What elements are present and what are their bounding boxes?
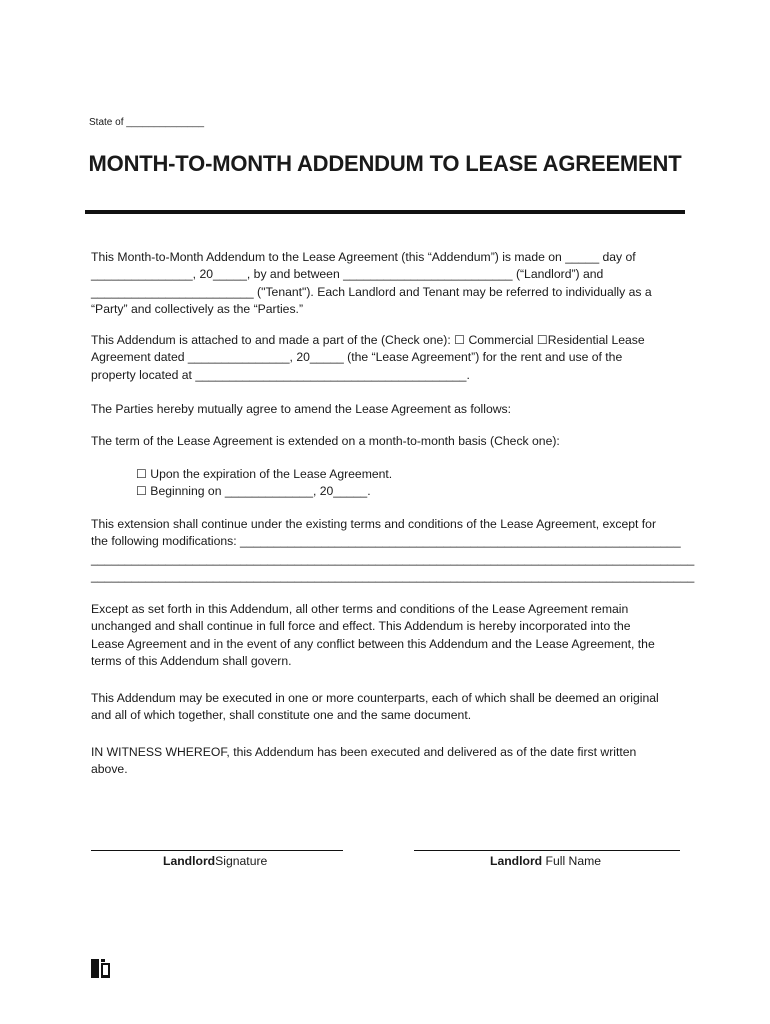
landlord-signature-label xyxy=(163,853,267,870)
landlord-name-line xyxy=(414,850,680,851)
title-divider xyxy=(85,210,685,214)
attached-paragraph: This Addendum is attached to and made a part of the (Check one): ☐ Commercial ☐Residential Lease Agreement dated _______________, 20_____ (the “Lease Agreement”) for the rent and use of the property located at ________________________________________. xyxy=(91,333,645,382)
agree-paragraph: The Parties hereby mutually agree to amend the Lease Agreement as follows: xyxy=(91,402,512,416)
except-paragraph: Except as set forth in this Addendum, all other terms and conditions of the Lease Agreement remain unchanged and shall continue in full force and effect. This Addendum is hereby incorporated into the Lease Agreement and in the event of any conflict between this Addendum and the Lease Agreement, the terms of this Addendum shall govern. xyxy=(91,602,655,669)
document-title: MONTH-TO-MONTH ADDENDUM TO LEASE AGREEMENT xyxy=(88,151,682,176)
extension-paragraph: This extension shall continue under the existing terms and conditions of the Lease Agreement, except for the following modifications: _________________________________________________________________ _________________________________________________________________________________________ _________________________________________________________________________________________ xyxy=(91,517,695,584)
option-beginning: ☐ Beginning on _____________, 20_____. xyxy=(136,484,371,498)
counterparts-paragraph: This Addendum may be executed in one or more counterparts, each of which shall be deemed an original and all of which together, shall constitute one and the same document. xyxy=(91,691,659,723)
state-line: State of ______________ xyxy=(89,117,205,128)
term-paragraph: The term of the Lease Agreement is extended on a month-to-month basis (Check one): xyxy=(91,434,560,448)
witness-paragraph: IN WITNESS WHEREOF, this Addendum has been executed and delivered as of the date first written above. xyxy=(91,745,637,777)
landlord-signature-line xyxy=(91,850,343,851)
lawdistrict-logo-icon xyxy=(91,959,110,978)
name-label-bold: Landlord xyxy=(490,854,543,868)
landlord-name-label xyxy=(490,853,601,870)
intro-paragraph: This Month-to-Month Addendum to the Lease Agreement (this “Addendum”) is made on _____ day of _______________, 20_____, by and between _________________________ (“Landlord”) and ________________________ ("Tenant"). Each Landlord and Tenant may be referred to individually as a “Party” and collectively as the “Parties.” xyxy=(91,250,652,317)
name-label-rest: Full Name xyxy=(542,854,602,868)
signature-label-rest: Signature xyxy=(215,854,268,868)
signature-label-bold: Landlord xyxy=(163,854,216,868)
option-expiration: ☐ Upon the expiration of the Lease Agreement. xyxy=(136,467,393,481)
